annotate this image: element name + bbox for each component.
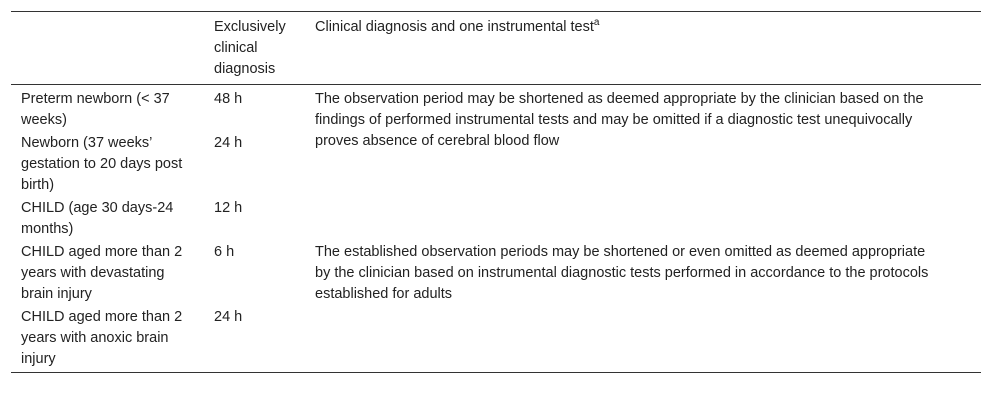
row-group-cell: CHILD (age 30 days-24 months) — [21, 200, 174, 237]
header-clinical-and-instrumental-label: Clinical diagnosis and one instrumental test — [315, 19, 594, 35]
row-group-cell: CHILD aged more than 2 years with anoxic brain injury — [21, 309, 183, 367]
table-body — [11, 85, 981, 373]
header-empty-cell — [11, 12, 204, 85]
observation-period-table — [11, 11, 981, 373]
row-period-cell: 6 h — [214, 244, 235, 260]
row-period-cell: 12 h — [214, 200, 243, 216]
row-group-cell: Newborn (37 weeks’ gestation to 20 days post birth) — [21, 135, 183, 193]
table-row — [11, 242, 981, 307]
row-period-cell: 24 h — [214, 309, 243, 325]
header-row — [11, 12, 981, 85]
header-clinical-and-instrumental — [305, 12, 981, 85]
row-group-cell: Preterm newborn (< 37 weeks) — [21, 91, 170, 128]
row-period-cell: 24 h — [214, 135, 243, 151]
row-period-cell: 48 h — [214, 91, 243, 107]
row-note-cell: The established observation periods may be shortened or even omitted as deemed appropriate by the clinician based on instrumental diagnostic tests performed in accordance to the protocols established for adults — [315, 244, 929, 302]
footnote-marker: a — [593, 17, 600, 29]
row-note-cell: The observation period may be shortened as deemed appropriate by the clinician based on the findings of performed instrumental tests and may be omitted if a diagnostic test unequivocally proves absence of cerebral blood flow — [315, 91, 924, 149]
header-exclusively-clinical: Exclusively clinical diagnosis — [214, 19, 286, 77]
row-group-cell: CHILD aged more than 2 years with devastating brain injury — [21, 244, 183, 302]
table-header — [11, 12, 981, 85]
table-row — [11, 85, 981, 134]
